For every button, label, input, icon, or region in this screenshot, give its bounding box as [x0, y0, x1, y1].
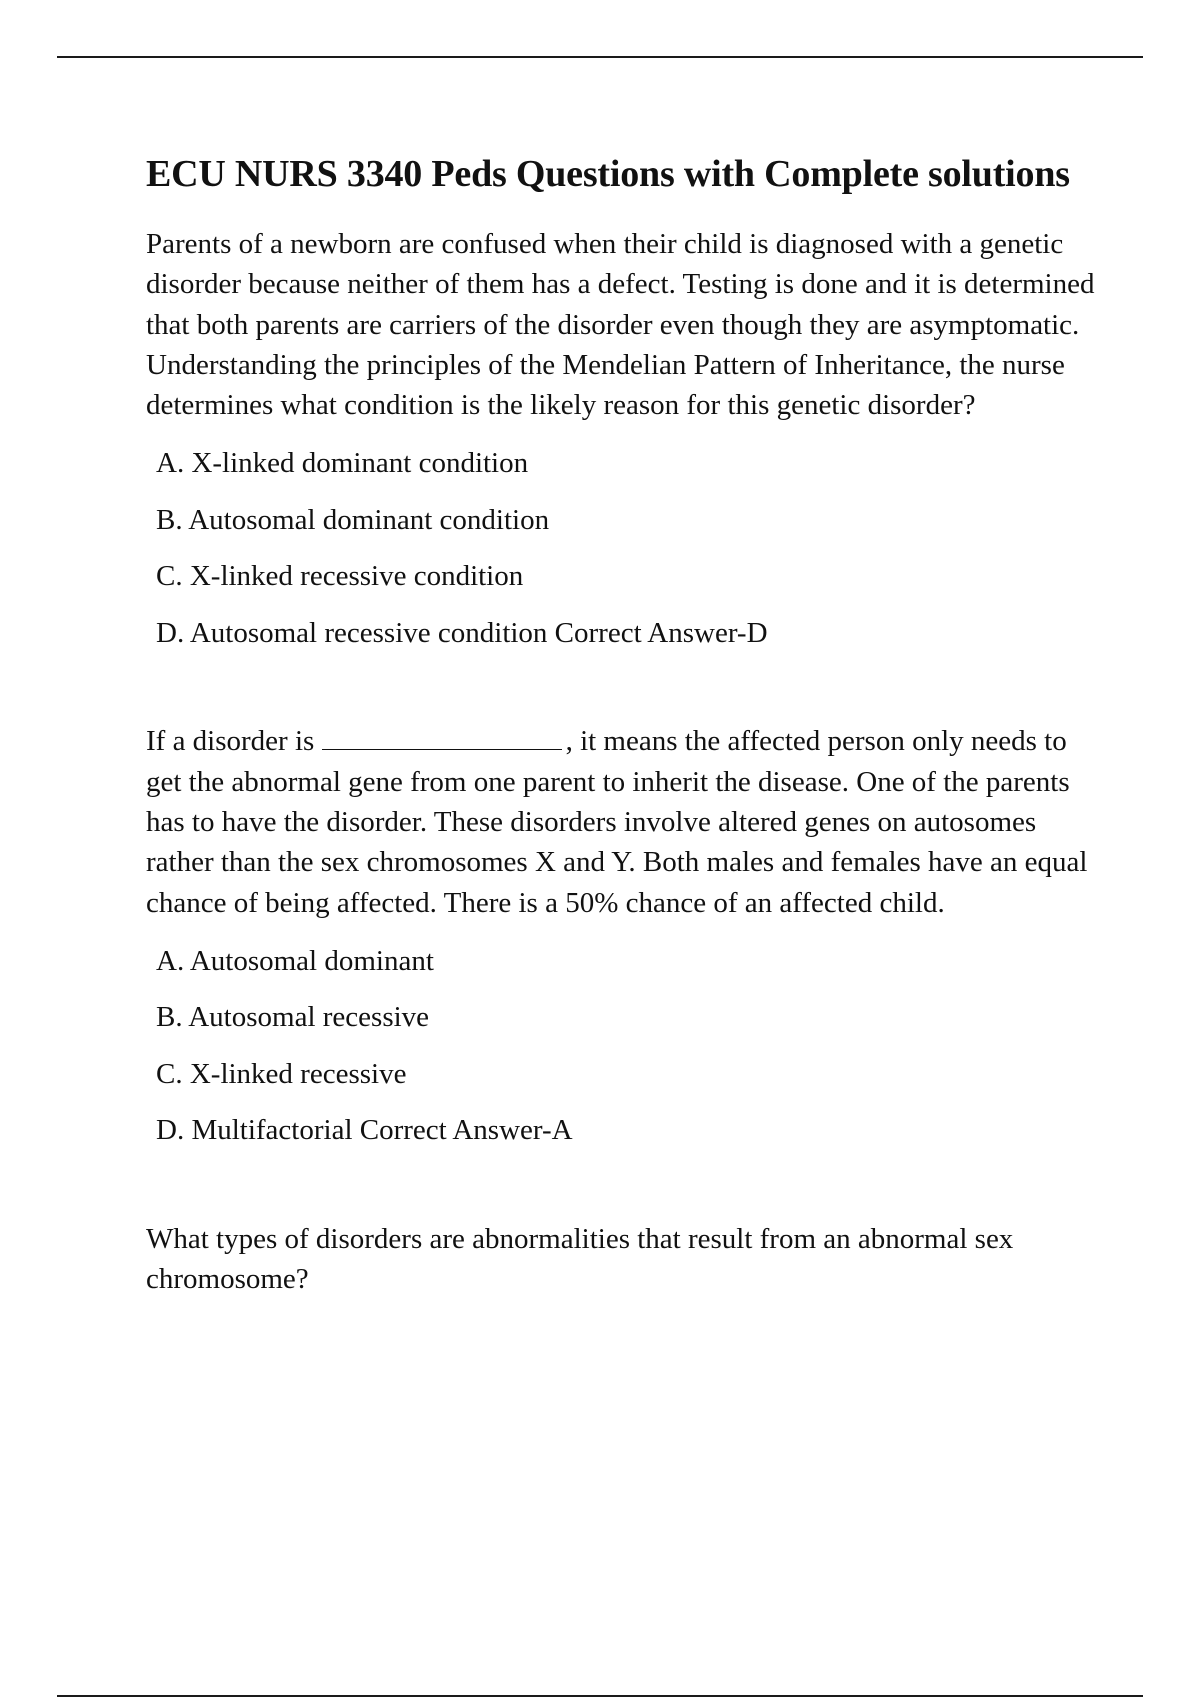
answer-option-c: C. X-linked recessive — [156, 1057, 407, 1090]
document-body — [146, 146, 1096, 1310]
question-3 — [146, 1219, 1096, 1300]
answer-option-c: C. X-linked recessive condition — [156, 560, 524, 593]
question-text: What types of disorders are abnormalities that result from an abnormal sex chromosome? — [146, 1222, 1014, 1296]
answer-option-a: A. Autosomal dominant — [156, 944, 434, 977]
answer-options — [146, 435, 1096, 661]
answer-option-d: D. Autosomal recessive condition Correct Answer-D — [156, 616, 768, 649]
question-2 — [146, 721, 1096, 1158]
document-title: ECU NURS 3340 Peds Questions with Complete solutions — [146, 153, 1070, 195]
answer-options — [146, 933, 1096, 1159]
answer-option-a: A. X-linked dominant condition — [156, 447, 529, 480]
answer-option-b: B. Autosomal dominant condition — [156, 503, 550, 536]
question-spacer — [146, 661, 1096, 721]
top-rule — [57, 56, 1143, 58]
answer-option-d: D. Multifactorial Correct Answer-A — [156, 1114, 573, 1147]
question-spacer — [146, 1159, 1096, 1219]
question-text — [146, 721, 1096, 922]
question-text-end: , it means the affected person only needs to get the abnormal gene from one parent to inherit the disease. One of the parents has to have the disorder. These disorders involve altered genes on autosomes rather than the sex chromosomes X and Y. Both males and females have an equal chance of being affected. There is a 50% chance of an affected child. — [146, 725, 1088, 919]
question-1 — [146, 224, 1096, 661]
answer-option-b: B. Autosomal recessive — [156, 1001, 430, 1034]
question-text: Parents of a newborn are confused when their child is diagnosed with a genetic disorder because neither of them has a defect. Testing is done and it is determined that both parents are carriers of the disorder even though they are asymptomatic. Understanding the principles of the Mendelian Pattern of Inheritance, the nurse determines what condition is the likely reason for this genetic disorder? — [146, 228, 1095, 422]
question-text-start: If a disorder is — [146, 725, 315, 758]
bottom-rule — [57, 1695, 1143, 1697]
fill-in-blank — [322, 727, 562, 750]
